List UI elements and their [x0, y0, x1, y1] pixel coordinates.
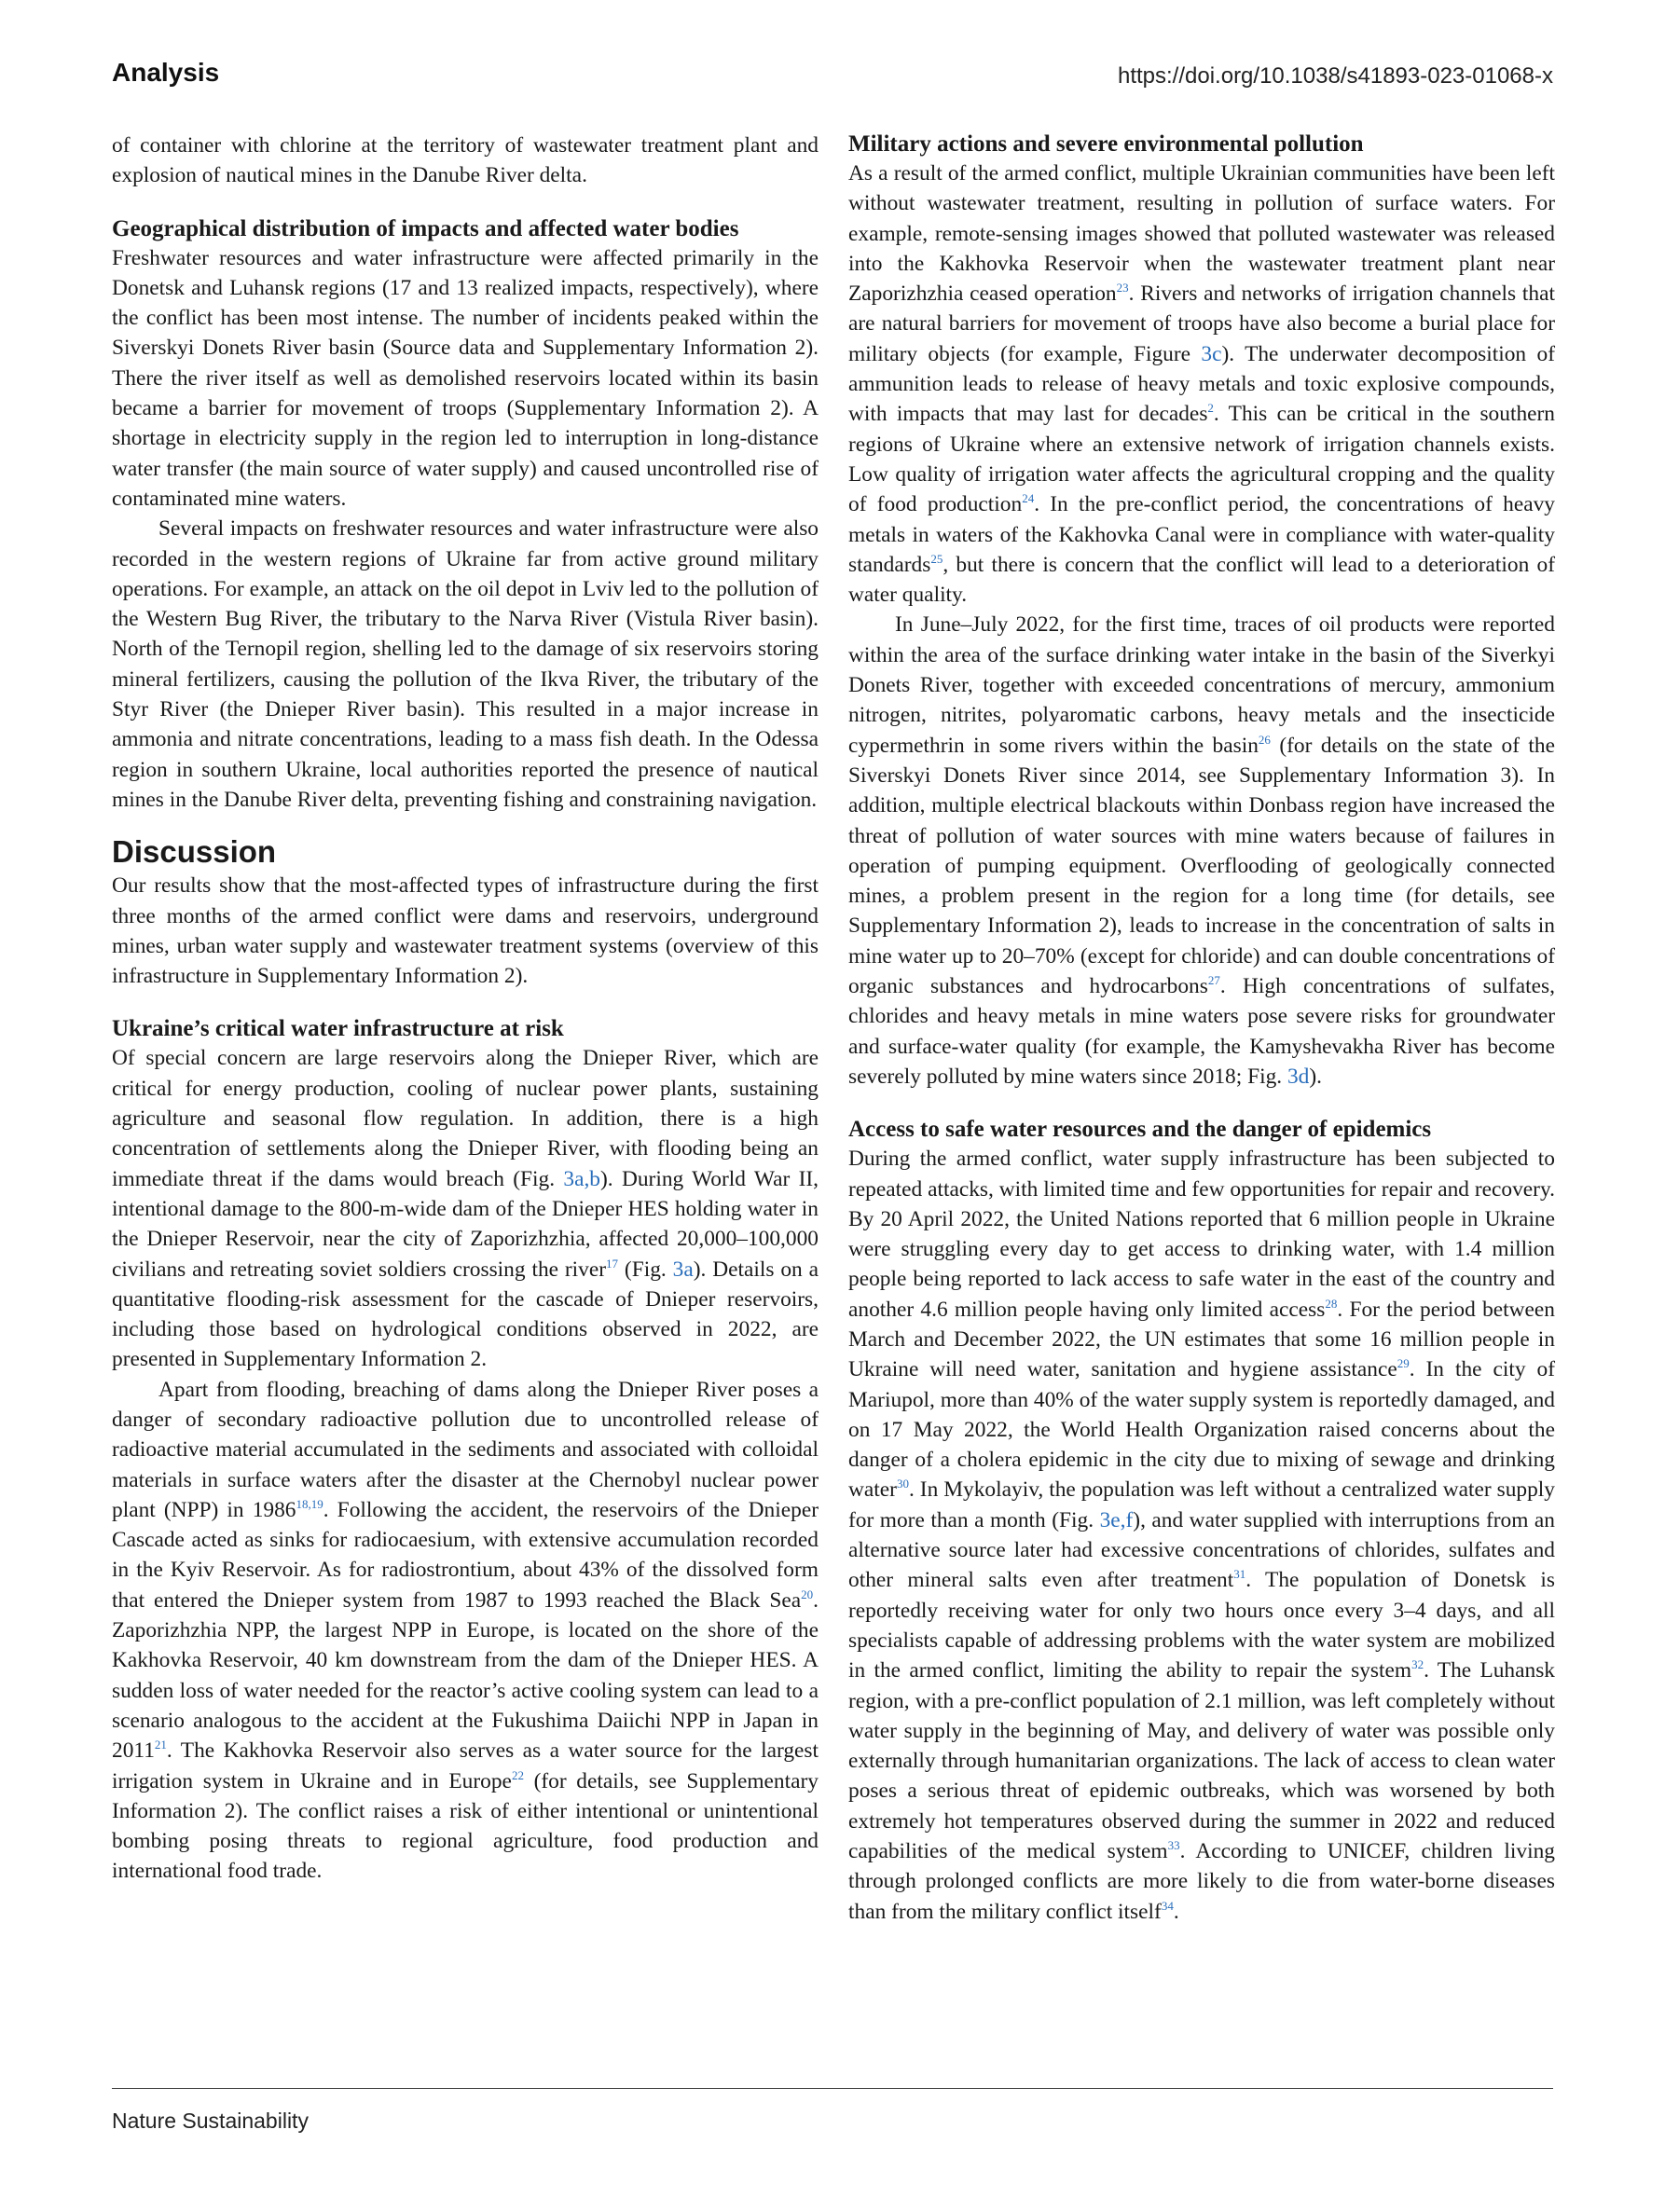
citation-2[interactable]: 2 — [1207, 401, 1214, 416]
citation-20[interactable]: 20 — [801, 1587, 814, 1601]
figure-link-3c[interactable]: 3c — [1201, 341, 1222, 366]
citation-33[interactable]: 33 — [1167, 1838, 1180, 1853]
citation-32[interactable]: 32 — [1411, 1657, 1424, 1672]
citation-18-19[interactable]: 18,19 — [296, 1497, 323, 1512]
paragraph-geo-2: Several impacts on freshwater resources and water infrastructure were also recorded in the western regions of Ukraine far from active ground military operations. For example, an attack on the oil depot in Lviv led to the pollution of the Western Bug River, the tributary to the Narva River (Vistula River basin). North of the Ternopil region, shelling led to the damage of six reservoirs storing mineral fertilizers, causing the pollution of the Ikva River, the tributary of the Styr River (the Dnieper River basin). This resulted in a major increase in ammonia and nitrate concentrations, leading to a mass fish death. In the Odessa region in southern Ukraine, local authorities reported the presence of nautical mines in the Danube River delta, preventing fishing and constraining navigation. — [112, 516, 819, 812]
citation-31[interactable]: 31 — [1233, 1567, 1246, 1582]
citation-28[interactable]: 28 — [1325, 1296, 1338, 1311]
figure-link-3ef[interactable]: 3e,f — [1099, 1507, 1134, 1532]
right-column — [848, 131, 1555, 1927]
subheading-military-actions: Military actions and severe environmental pollution — [848, 131, 1364, 157]
paragraph-critical-1: Of special concern are large reservoirs along the Dnieper River, which are critical for energy production, cooling of nuclear power plants, sustaining agriculture and seasonal flow regulation. In addition, there is a high concentration of settlements along the Dnieper River, with flooding being an immediate threat if the dams would breach (Fig. 3a,b). During World War II, intentional damage to the 800-m-wide dam of the Dnieper HES holding water in the Dnieper Reservoir, near the city of Zaporizhzhia, affected 20,000–100,000 civilians and retreating soviet soldiers crossing the river$^{17}$ (Fig. 3a). Details on a quantitative flooding-risk assessment for the cascade of Dnieper reservoirs, including those based on hydrological conditions observed in 2022, are presented in Supplementary Information 2. — [112, 1046, 819, 1372]
citation-23[interactable]: 23 — [1116, 281, 1129, 295]
heading-discussion: Discussion — [112, 834, 277, 870]
citation-34[interactable]: 34 — [1161, 1898, 1174, 1913]
paragraph-access-1: During the armed conflict, water supply infrastructure has been subjected to repeated attacks, with limited time and few opportunities for repair and recovery. By 20 April 2022, the United Nations reported that 6 million people in Ukraine were struggling every day to get access to drinking water, with 1.4 million people being reported to lack access to safe water in the east of the country and another 4.6 million people having only limited access$^{28}$. For the period between March and December 2022, the UN estimates that some 16 million people in Ukraine will need water, sanitation and hygiene assistance$^{29}$. In the city of Mariupol, more than 40% of the water supply system is reportedly damaged, and on 17 May 2022, the World Health Organization raised concerns about the danger of a cholera epidemic in the city due to mixing of sewage and drinking water$^{30}$. In Mykolayiv, the population was left without a centralized water supply for more than a month (Fig. 3e,f), and water supplied with interruptions from an alternative source later had excessive concentrations of chlorides, sulfates and other mineral salts even after treatment$^{31}$. The population of Donetsk is reportedly receiving water for only two hours once every 3–4 days, and all specialists capable of addressing problems with the water system are mobilized in the armed conflict, limiting the ability to repair the system$^{32}$. The Luhansk region, with a pre-conflict population of 2.1 million, was left completely without water supply in the beginning of May, and delivery of water was possible only externally through humanitarian organizations. The lack of access to clean water poses a serious threat of epidemic outbreaks, which was worsened by both extremely hot temperatures observed during the summer in 2022 and reduced capabilities of the medical system$^{33}$. According to UNICEF, children living through prolonged conflicts are more likely to die from water-borne diseases than from the military conflict itself$^{34}$. — [848, 1147, 1555, 1924]
citation-22[interactable]: 22 — [511, 1767, 524, 1782]
citation-21[interactable]: 21 — [154, 1738, 167, 1752]
journal-name: Nature Sustainability — [112, 2109, 309, 2133]
section-label: Analysis — [112, 58, 220, 87]
figure-link-3ab[interactable]: 3a,b — [563, 1166, 600, 1191]
figure-link-3d[interactable]: 3d — [1287, 1064, 1310, 1089]
paragraph-discussion-1: Our results show that the most-affected types of infrastructure during the first three months of the armed conflict were dams and reservoirs, underground mines, urban water supply and wastewater treatment systems (overview of this infrastructure in Supplementary Information 2). — [112, 873, 819, 989]
doi-link[interactable]: https://doi.org/10.1038/s41893-023-01068-x — [1117, 63, 1553, 89]
citation-27[interactable]: 27 — [1207, 973, 1220, 988]
footer-divider — [112, 2088, 1553, 2089]
citation-17[interactable]: 17 — [606, 1256, 619, 1271]
citation-29[interactable]: 29 — [1397, 1356, 1410, 1371]
paragraph-military-1: As a result of the armed conflict, multiple Ukrainian communities have been left without wastewater treatment, resulting in pollution of surface waters. For example, remote-sensing images showed that polluted wastewater was released into the Kakhovka Reservoir when the wastewater treatment plant near Zaporizhzhia ceased operation$^{23}$. Rivers and networks of irrigation channels that are natural barriers for movement of troops have also become a burial place for military objects (for example, Figure 3c). The underwater decomposition of ammunition leads to release of heavy metals and toxic explosive compounds, with impacts that may last for decades$^2$. This can be critical in the southern regions of Ukraine where an extensive network of irrigation channels exists. Low quality of irrigation water affects the agricultural cropping and the quality of food production$^{24}$. In the pre-conflict period, the concentrations of heavy metals in waters of the Kakhovka Canal were in compliance with water-quality standards$^{25}$, but there is concern that the conflict will lead to a deterioration of water quality. — [848, 161, 1556, 608]
paragraph-geo-1: Freshwater resources and water infrastructure were affected primarily in the Donetsk and Luhansk regions (17 and 13 realized impacts, respectively), where the conflict has been most intense. The number of incidents peaked within the Siverskyi Donets River basin (Source data and Supplementary Information 2). There the river itself as well as demolished reservoirs located within its basin became a barrier for movement of troops (Supplementary Information 2). A shortage in electricity supply in the region led to interruption in long-distance water transfer (the main source of water supply) and caused uncontrolled rise of contaminated mine waters. — [112, 245, 819, 511]
citation-25[interactable]: 25 — [930, 552, 943, 567]
paragraph-military-2: In June–July 2022, for the first time, traces of oil products were reported within the area of the surface drinking water intake in the basin of the Siverkyi Donets River, together with exceeded concentrations of mercury, ammonium nitrogen, nitrites, polyaromatic carbons, heavy metals and the insecticide cypermethrin in some rivers within the basin$^{26}$ (for details on the state of the Siverskyi Donets River since 2014, see Supplementary Information 3). In addition, multiple electrical blackouts within Donbass region have increased the threat of pollution of water sources with mine waters because of failures in operation of pumping equipment. Overflooding of geologically connected mines, a problem present in the region for a long time (for details, see Supplementary Information 2), leads to increase in the concentration of salts in mine water up to 20–70% (except for chloride) and can double concentrations of organic substances and hydrocarbons$^{27}$. High concentrations of sulfates, chlorides and heavy metals in mine waters pose severe risks for groundwater and surface-water quality (for example, the Kamyshevakha River has become severely polluted by mine waters since 2018; Fig. 3d). — [848, 612, 1555, 1089]
subheading-access-safe-water: Access to safe water resources and the danger of epidemics — [848, 1117, 1432, 1143]
subheading-critical-infrastructure: Ukraine’s critical water infrastructure at risk — [112, 1016, 564, 1042]
figure-link-3a[interactable]: 3a — [672, 1257, 694, 1282]
citation-24[interactable]: 24 — [1022, 491, 1035, 506]
citation-30[interactable]: 30 — [896, 1477, 909, 1491]
citation-26[interactable]: 26 — [1258, 732, 1271, 747]
subheading-geographical-distribution: Geographical distribution of impacts and affected water bodies — [112, 215, 739, 241]
paragraph-critical-2: Apart from flooding, breaching of dams along the Dnieper River poses a danger of secondary radioactive pollution due to uncontrolled release of radioactive material accumulated in the sediments and associated with colloidal materials in surface waters after the disaster at the Chernobyl nuclear power plant (NPP) in 1986$^{18,19}$. Following the accident, the reservoirs of the Dnieper Cascade acted as sinks for radiocaesium, with extensive accumulation recorded in the Kyiv Reservoir. As for radiostrontium, about 43% of the dissolved form that entered the Dnieper system from 1987 to 1993 reached the Black Sea$^{20}$. Zaporizhzhia NPP, the largest NPP in Europe, is located on the shore of the Kakhovka Reservoir, 40 km downstream from the dam of the Dnieper HES. A sudden loss of water needed for the reactor’s active cooling system can lead to a scenario analogous to the accident at the Fukushima Daiichi NPP in Japan in 2011$^{21}$. The Kakhovka Reservoir also serves as a water source for the largest irrigation system in Ukraine and in Europe$^{22}$ (for details, see Supplementary Information 2). The conflict raises a risk of either intentional or unintentional bombing posing threats to regional agriculture, food production and international food trade. — [112, 1377, 819, 1884]
left-column — [112, 131, 819, 1887]
paragraph-continuation: of container with chlorine at the territory of wastewater treatment plant and explosion of nautical mines in the Danube River delta. — [112, 133, 819, 188]
